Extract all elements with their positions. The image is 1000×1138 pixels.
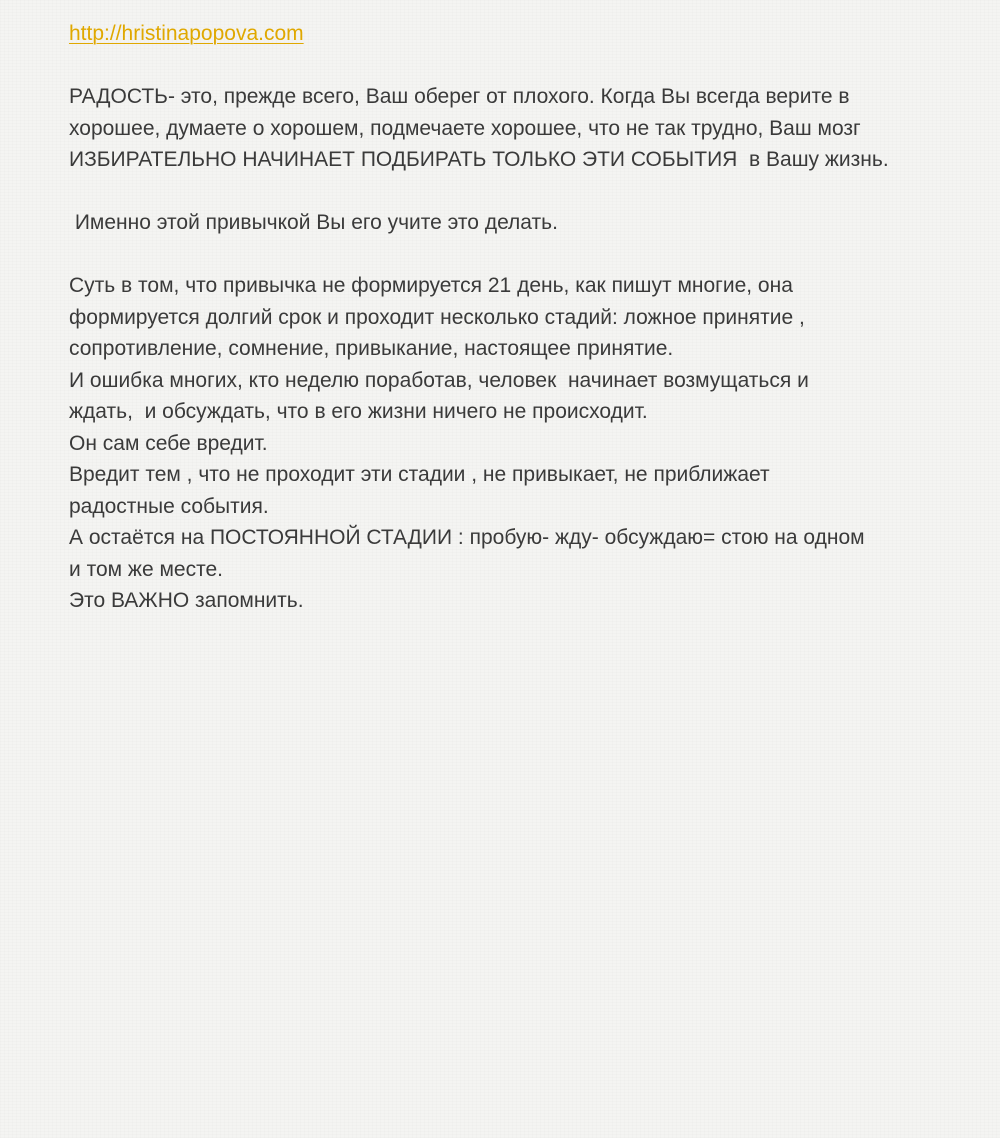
blank-line xyxy=(69,176,949,208)
text-line: формируется долгий срок и проходит несколько стадий: ложное принятие , xyxy=(69,305,805,329)
text-line: Именно этой привычкой Вы его учите это делать. xyxy=(69,211,558,234)
blank-line xyxy=(69,50,949,82)
text-line: РАДОСТЬ- это, прежде всего, Ваш оберег от плохого. Когда Вы всегда верите в xyxy=(69,85,850,108)
text-line: ИЗБИРАТЕЛЬНО НАЧИНАЕТ ПОДБИРАТЬ ТОЛЬКО ЭТИ СОБЫТИЯ в Вашу жизнь. xyxy=(69,148,889,171)
text-line: Суть в том, что привычка не формируется 21 день, как пишут многие, она xyxy=(69,274,793,297)
text-line: ждать, и обсуждать, что в его жизни ничего не происходит. xyxy=(69,400,648,423)
text-line: и том же месте. xyxy=(69,557,223,581)
note-body[interactable] xyxy=(69,18,949,617)
text-line: Вредит тем , что не проходит эти стадии , не привыкает, не приближает xyxy=(69,463,770,486)
text-line: Он сам себе вредит. xyxy=(69,431,268,455)
text-line: хорошее, думаете о хорошем, подмечаете хорошее, что не так трудно, Ваш мозг xyxy=(69,116,861,140)
text-line: И ошибка многих, кто неделю поработав, человек начинает возмущаться и xyxy=(69,368,809,392)
text-line: Это ВАЖНО запомнить. xyxy=(69,589,304,612)
text-line: сопротивление, сомнение, привыкание, настоящее принятие. xyxy=(69,337,674,360)
text-line: А остаётся на ПОСТОЯННОЙ СТАДИИ : пробую- жду- обсуждаю= стою на одном xyxy=(69,526,865,549)
text-line: радостные события. xyxy=(69,494,269,518)
website-link[interactable]: http://hristinapopova.com xyxy=(69,22,304,45)
blank-line xyxy=(69,239,949,271)
